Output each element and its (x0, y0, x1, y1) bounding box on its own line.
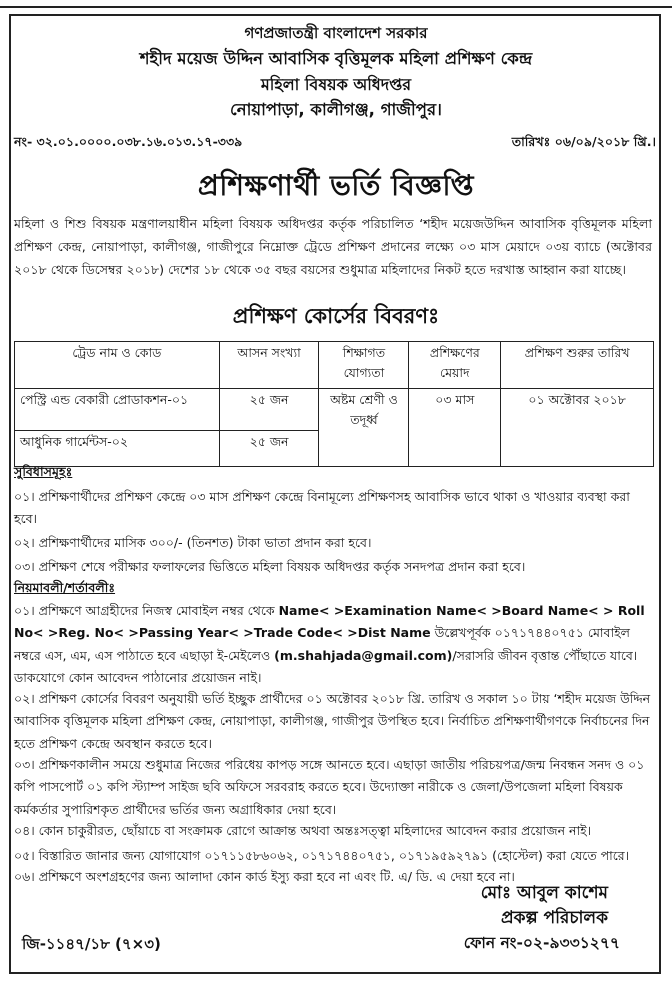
rule-item: ০৬। প্রশিক্ষণে অংশগ্রহণের জন্য আলাদা কোন কার্ড ইস্যু করা হবে না এবং টি. এ/ ডি. এ দেয়া হবে না। (14, 869, 515, 884)
table-cell: অষ্টম শ্রেণী ও তদূর্ধ্ব (319, 389, 409, 467)
rule-item: ০২। প্রশিক্ষণ কোর্সের বিবরণ অনুযায়ী ভর্তি ইচ্ছুক প্রার্থীদের ০১ অক্টোবর ২০১৮ খ্রি. তারিখ ও সকাল ১০ টায় ‘শহীদ ময়েজ উদ্দিন আবাসিক বৃত্তিমূলক মহিলা প্রশিক্ষণ কেন্দ্র, নোয়াপাড়া, কালীগঞ্জ, গাজীপুর উপস্থিত হবে। নির্বাচিত প্রশিক্ষণার্থীগণকে নির্বাচনের দিন হতে প্রশিক্ষণ কেন্দ্রে অবস্থান করতে হবে। (14, 691, 651, 751)
rule-text: উল্লেখপূর্বক ০১৭১৭৪৪০৭৫১ মোবাইল নম্বরে এস, এম, এস পাঠাতে হবে এছাড়া ই-মেইলেও (14, 625, 630, 663)
table-cell: আধুনিক গার্মেন্টস-০২ (15, 431, 220, 467)
table-header-row (15, 342, 654, 389)
ad-code: জি-১১৪৭/১৮ (৭×৩) (22, 935, 161, 953)
table-cell: ০১ অক্টোবর ২০১৮ (501, 389, 654, 467)
phone-number: ফোন নং-০২-৯৩৩১২৭৭ (463, 934, 620, 952)
benefit-item: ০৩। প্রশিক্ষণ শেষে পরীক্ষার ফলাফলের ভিত্তিতে মহিলা বিষয়ক অধিদপ্তর কর্তৃক সনদপত্র প্রদান করা হবে। (14, 559, 526, 574)
table-cell: পেস্ট্রি এন্ড বেকারী প্রোডাকশন-০১ (15, 389, 220, 431)
column-header: ট্রেড নাম ও কোড (15, 342, 220, 389)
column-header: প্রশিক্ষণের মেয়াদ (409, 342, 501, 389)
header-government: গণপ্রজাতন্ত্রী বাংলাদেশ সরকার (244, 24, 428, 42)
header-institute: শহীদ ময়েজ উদ্দিন আবাসিক বৃত্তিমূলক মহিলা প্রশিক্ষণ কেন্দ্র (139, 49, 533, 68)
table-cell: ২৫ জন (219, 431, 319, 467)
benefits-label: সুবিধাসমূহঃ (14, 464, 73, 479)
benefit-item: ০১। প্রশিক্ষণার্থীদের প্রশিক্ষণ কেন্দ্রে ০৩ মাস প্রশিক্ষণ কেন্দ্রে বিনামূল্যে প্রশিক্ষণসহ আবাসিক ভাবে থাকা ও খাওয়ার ব্যবস্থা করা হবে। (14, 489, 630, 527)
column-header: প্রশিক্ষণ শুরুর তারিখ (501, 342, 654, 389)
course-section-title: প্রশিক্ষণ কোর্সের বিবরণঃ (232, 304, 440, 328)
table-cell: ২৫ জন (219, 389, 319, 431)
intro-paragraph: মহিলা ও শিশু বিষয়ক মন্ত্রণালয়াধীন মহিলা বিষয়ক অধিদপ্তর কর্তৃক পরিচালিত ‘শহীদ ময়েজউদ্দিন আবাসিক বৃত্তিমূলক মহিলা প্রশিক্ষণ কেন্দ্র, নোয়াপাড়া, কালীগঞ্জ, গাজীপুরে নিম্নোক্ত ট্রেডে প্রশিক্ষণ প্রদানের লক্ষ্যে ০৩ মাস মেয়াদে ০৩য় ব্যাচে (অক্টোবর ২০১৮ থেকে ডিসেম্বর ২০১৮) দেশের ১৮ থেকে ৩৫ বছর বয়সের শুধুমাত্র মহিলাদের নিকট হতে দরখাস্ত আহ্বান করা যাচ্ছে। (14, 216, 652, 277)
page-title: প্রশিক্ষণার্থী ভর্তি বিজ্ঞপ্তি (197, 169, 475, 202)
rule-text: ০১। প্রশিক্ষণে আগ্রহীদের নিজস্ব মোবাইল নম্বর থেকে (14, 603, 279, 618)
sms-format: Name< >Examination Name< >Board Name< > Roll No< >Reg. No< >Passing Year< >Trade Code< >Dist Name (14, 603, 645, 641)
rule-item (14, 600, 654, 690)
rule-item: ০৪। কোন চাকুরীরত, ছোঁয়াচে বা সংক্রামক রোগে আক্রান্ত অথবা অন্তঃসত্ত্বা মহিলাদের আবেদন করার প্রয়োজন নাই। (14, 823, 592, 838)
benefit-item: ০২। প্রশিক্ষণার্থীদের মাসিক ৩০০/- (তিনশত) টাকা ভাতা প্রদান করা হবে। (14, 535, 372, 550)
table-row (15, 389, 654, 431)
column-header: আসন সংখ্যা (219, 342, 319, 389)
rule-item: ০৩। প্রশিক্ষণকালীন সময়ে শুধুমাত্র নিজের পরিধেয় কাপড় সঙ্গে আনতে হবে। এছাড়া জাতীয় পরিচয়পত্র/জন্ম নিবন্ধন সনদ ও ০১ কপি পাসপোর্ট ০১ কপি স্ট্যাম্প সাইজ ছবি অফিসে সরবরাহ করতে হবে। উদ্যোক্তা নারীকে ও জেলা/উপজেলা মহিলা বিষয়ক কর্মকর্তার সুপারিশকৃত প্রার্থীদের ভর্তির জন্য অগ্রাধিকার দেয়া হবে। (14, 757, 645, 817)
signatory-name: মোঃ আবুল কাশেম (480, 883, 608, 903)
memo-number: নং- ৩২.০১.০০০০.০৩৮.১৬.০১৩.১৭-৩৩৯ (14, 134, 243, 149)
rule-item: ০৫। বিস্তারিত জানার জন্য যোগাযোগ ০১৭১১৫৮৬০৬২, ০১৭১৭৪৪০৭৫১, ০১৭১৯৫৯২৭৯১ (হোস্টেল) করা যেতে পারে। (14, 848, 630, 863)
rules-label: নিয়মাবলী/শর্তাবলীঃ (14, 580, 116, 595)
signatory-title: প্রকল্প পরিচালক (500, 908, 608, 928)
top-border (0, 0, 672, 8)
header-department: মহিলা বিষয়ক অধিদপ্তর (260, 75, 412, 94)
course-table (14, 341, 654, 467)
email-address: (m.shahjada@gmail.com) (274, 647, 453, 663)
notice-date: তারিখঃ ০৬/০৯/২০১৮ খ্রি.। (511, 134, 656, 149)
table-cell: ০৩ মাস (409, 389, 501, 467)
header-address: নোয়াপাড়া, কালীগঞ্জ, গাজীপুর। (230, 100, 442, 119)
column-header: শিক্ষাগত যোগ্যতা (319, 342, 409, 389)
rule-text: /সরাসরি জীবন বৃত্তান্ত পৌঁছাতে যাবে। ডাকযোগে কোন আবেদন পাঠানোর প্রয়োজন নাই। (14, 647, 638, 686)
